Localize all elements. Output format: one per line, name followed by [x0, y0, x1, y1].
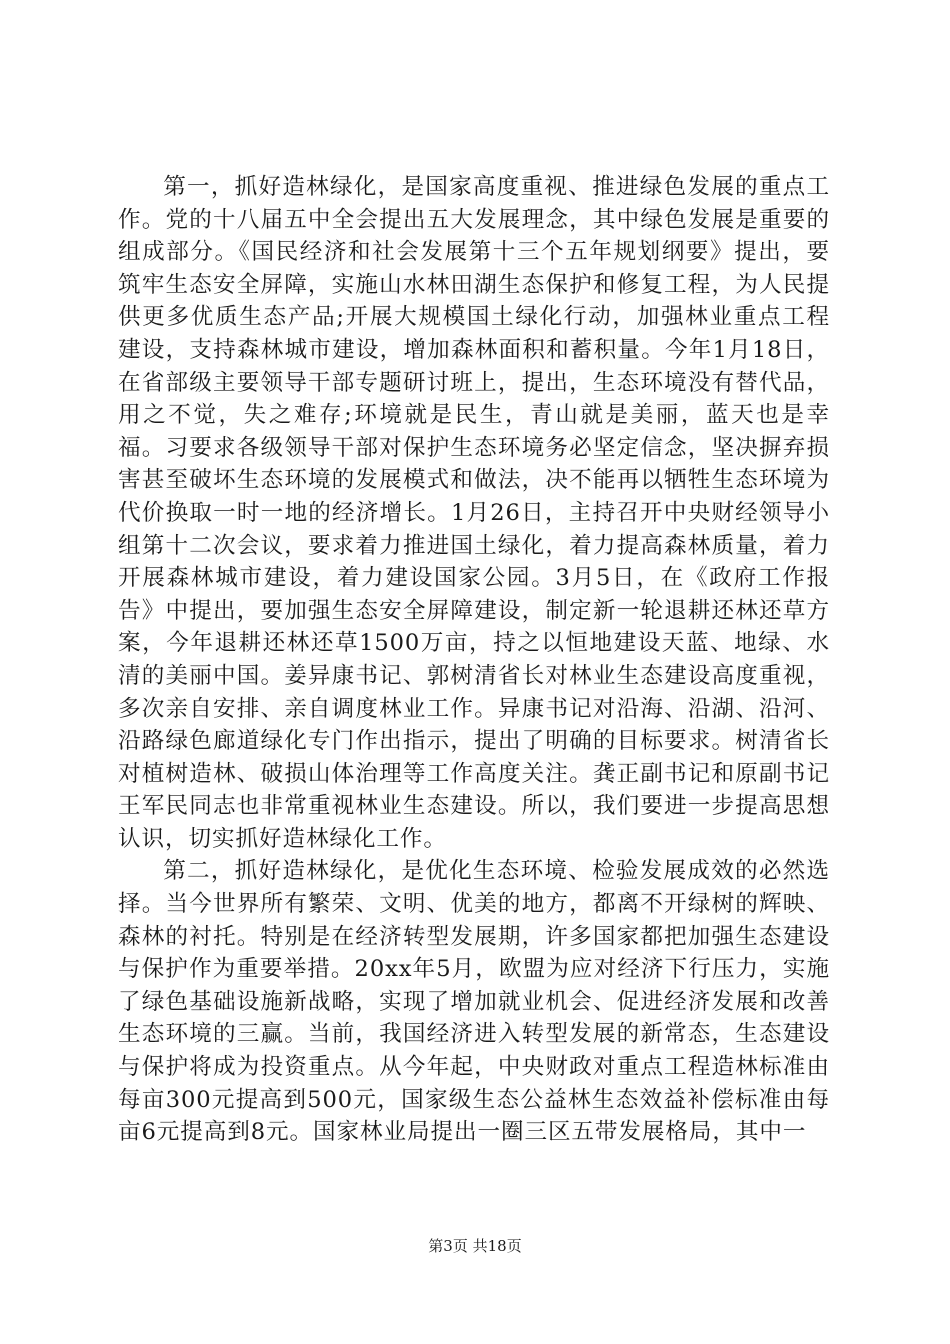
page-number-footer: 第3页 共18页	[428, 1237, 522, 1255]
paragraph-2: 第二，抓好造林绿化，是优化生态环境、检验发展成效的必然选择。当今世界所有繁荣、文明、优美的地方，都离不开绿树的辉映、森林的衬托。特别是在经济转型发展期，许多国家都把加强生态建设与保护作为重要举措。20xx年5月，欧盟为应对经济下行压力，实施了绿色基础设施新战略，实现了增加就业机会、促进经济发展和改善生态环境的三赢。当前，我国经济进入转型发展的新常态，生态建设与保护将成为投资重点。从今年起，中央财政对重点工程造林标准由每亩300元提高到500元，国家级生态公益林生态效益补偿标准由每亩6元提高到8元。国家林业局提出一圈三区五带发展格局，其中一	[118, 858, 830, 1146]
document-body	[118, 171, 830, 1149]
paragraph-1: 第一，抓好造林绿化，是国家高度重视、推进绿色发展的重点工作。党的十八届五中全会提出五大发展理念，其中绿色发展是重要的组成部分。《国民经济和社会发展第十三个五年规划纲要》提出，要筑牢生态安全屏障，实施山水林田湖生态保护和修复工程，为人民提供更多优质生态产品;开展大规模国土绿化行动，加强林业重点工程建设，支持森林城市建设，增加森林面积和蓄积量。今年1月18日，在省部级主要领导干部专题研讨班上，提出，生态环境没有替代品，用之不觉，失之难存;环境就是民生，青山就是美丽，蓝天也是幸福。习要求各级领导干部对保护生态环境务必坚定信念，坚决摒弃损害甚至破坏生态环境的发展模式和做法，决不能再以牺牲生态环境为代价换取一时一地的经济增长。1月26日，主持召开中央财经领导小组第十二次会议，要求着力推进国土绿化，着力提高森林质量，着力开展森林城市建设，着力建设国家公园。3月5日，在《政府工作报告》中提出，要加强生态安全屏障建设，制定新一轮退耕还林还草方案，今年退耕还林还草1500万亩，持之以恒地建设天蓝、地绿、水清的美丽中国。姜异康书记、郭树清省长对林业生态建设高度重视，多次亲自安排、亲自调度林业工作。异康书记对沿海、沿湖、沿河、沿路绿色廊道绿化专门作出指示，提出了明确的目标要求。树清省长对植树造林、破损山体治理等工作高度关注。龚正副书记和原副书记王军民同志也非常重视林业生态建设。所以，我们要进一步提高思想认识，切实抓好造林绿化工作。	[118, 174, 830, 852]
